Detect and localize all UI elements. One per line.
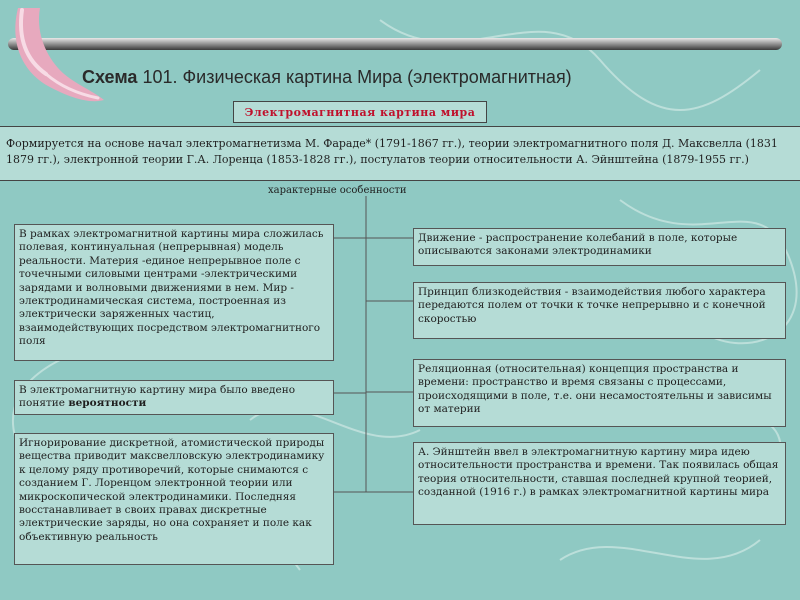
right-box-short-range: Принцип близкодействия - взаимодействия любого характера передаются полем от точки к точке непрерывно и с конечной скоростью — [413, 282, 786, 339]
features-label: характерные особенности — [268, 185, 407, 196]
intro-text: Формируется на основе начал электромагнетизма М. Фараде* (1791-1867 гг.), теории электромагнитного поля Д. Максвелла (1831 1879 гг.), электронной теории Г.А. Лоренца (1853-1828 гг.), постулатов теории относительности А. Эйнштейна (1879-1955 гг.) — [0, 126, 800, 181]
left-box-field-model: В рамках электромагнитной картины мира сложилась полевая, континуальная (непрерывная) модель реальности. Материя -единое непрерывное поле с точечными силовыми центрами -электрическими зарядами и волновыми движениями в нем. Мир - электродинамическая система, построенная из электрически заряженных частиц, взаимодействующих посредством электромагнитного поля — [14, 224, 334, 361]
diagram-header: Электромагнитная картина мира — [233, 101, 487, 123]
right-box-einstein: А. Эйнштейн ввел в электромагнитную картину мира идею относительности пространства и времени. Так появилась общая теория относительности, ставшая последней крупной теорией, созданной (1916 г.) в рамках электромагнитной картины мира — [413, 442, 786, 525]
page-title: Схема 101. Физическая картина Мира (электромагнитная) — [82, 67, 572, 87]
right-box-motion: Движение - распространение колебаний в поле, которые описываются законами электродинамики — [413, 228, 786, 266]
left-box-probability: В электромагнитную картину мира было введено понятие вероятности — [14, 380, 334, 415]
right-box-relational: Реляционная (относительная) концепция пространства и времени: пространство и время связаны с процессами, происходящими в поле, т.е. они несамостоятельны и зависимы от материи — [413, 359, 786, 427]
left-box-lorentz: Игнорирование дискретной, атомистической природы вещества приводит максвелловскую электродинамику к целому ряду противоречий, которые снимаются с созданием Г. Лоренцом электронной теории или микроскопической электродинамики. Последняя восстанавливает в своих правах дискретные электрические заряды, но она сохраняет и поле как объективную реальность — [14, 433, 334, 565]
